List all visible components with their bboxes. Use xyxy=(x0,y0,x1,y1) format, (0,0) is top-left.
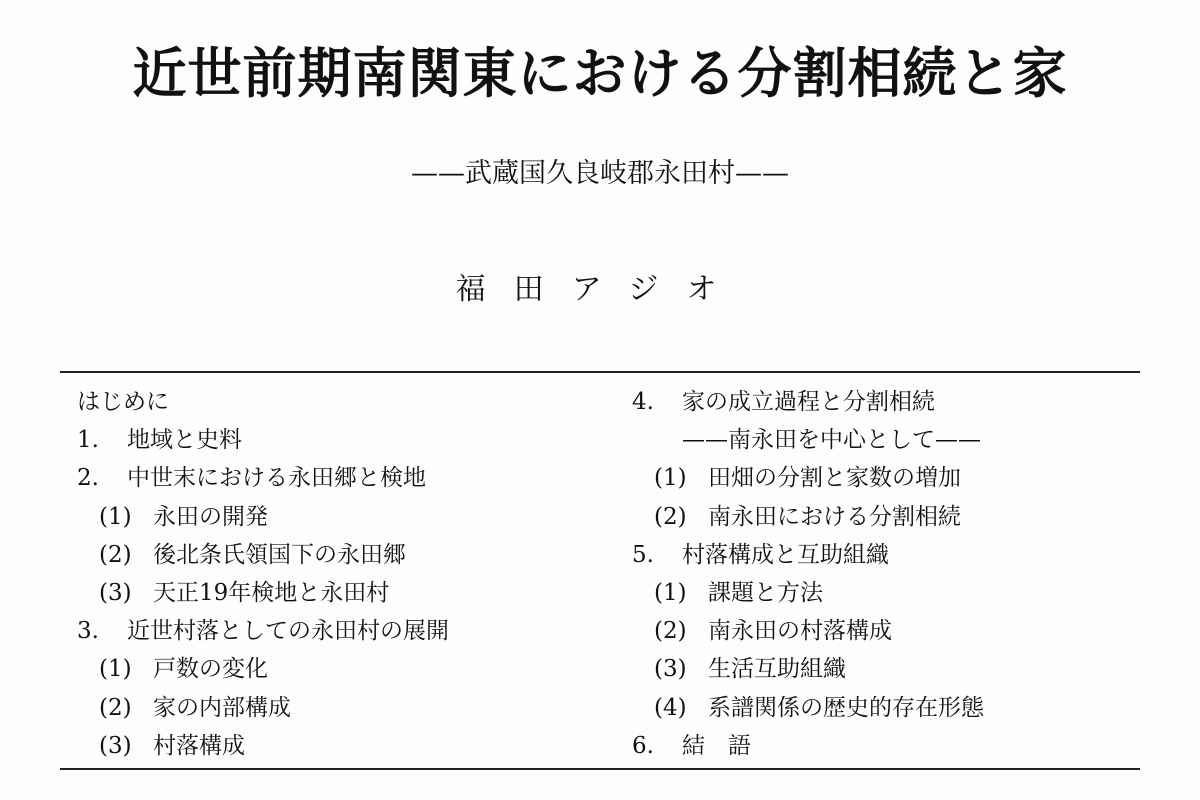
bottom-rule xyxy=(60,768,1140,770)
toc-left-column xyxy=(77,383,449,765)
toc-item-number: (3) xyxy=(99,732,132,759)
toc-item-number: (2) xyxy=(99,541,132,568)
toc-item-number: (3) xyxy=(654,656,687,683)
toc-item xyxy=(632,650,984,688)
toc-item-number: (2) xyxy=(654,503,687,530)
toc-item xyxy=(77,574,449,612)
toc-item-number: 5. xyxy=(632,541,654,568)
toc-item-number: (1) xyxy=(99,656,132,683)
toc-item-number: (2) xyxy=(654,618,687,645)
toc-item-text: 系譜関係の歴史的存在形態 xyxy=(708,694,984,721)
toc-item-text: 生活互助組織 xyxy=(708,656,846,683)
toc-item-text: 戸数の変化 xyxy=(153,656,268,683)
toc-item-text: 家の内部構成 xyxy=(153,694,291,721)
toc-item-text: 地域と史料 xyxy=(127,427,242,454)
toc-item-number: (1) xyxy=(654,465,687,492)
toc-right-column xyxy=(632,383,984,765)
toc-item xyxy=(632,383,984,421)
toc-item xyxy=(77,421,449,459)
toc-item-text: 南永田の村落構成 xyxy=(708,618,892,645)
toc-item xyxy=(632,498,984,536)
toc-item-number: 6. xyxy=(632,732,654,759)
toc-item xyxy=(632,612,984,650)
toc-item xyxy=(632,727,984,765)
toc-item xyxy=(77,536,449,574)
author-name: 福田アジオ xyxy=(455,272,745,307)
toc-item xyxy=(632,459,984,497)
toc-item-number: (4) xyxy=(654,694,687,721)
toc-item-text: 永田の開発 xyxy=(153,503,268,530)
article-subtitle: ——武蔵国久良岐郡永田村—— xyxy=(411,158,789,189)
toc-item-text: 南永田における分割相続 xyxy=(708,503,961,530)
toc-item-text: はじめに xyxy=(77,389,169,415)
toc-item-text: 結 語 xyxy=(682,732,751,759)
toc-item-number: 2. xyxy=(77,465,99,492)
toc-item-text: 近世村落としての永田村の展開 xyxy=(127,618,449,645)
toc-item-number: (2) xyxy=(99,694,132,721)
toc-item-text: 家の成立過程と分割相続 xyxy=(682,389,935,415)
toc-item xyxy=(77,650,449,688)
toc-item-text: ——南永田を中心として—— xyxy=(682,427,981,454)
toc-item-text: 中世末における永田郷と検地 xyxy=(127,465,426,492)
top-rule xyxy=(60,371,1140,373)
toc-item-text: 村落構成と互助組織 xyxy=(682,541,889,568)
toc-item xyxy=(632,574,984,612)
toc-item-number: (3) xyxy=(99,579,132,606)
toc-item-subheading xyxy=(632,421,984,459)
toc-item xyxy=(77,689,449,727)
toc-item-number: 1. xyxy=(77,427,99,454)
toc-item xyxy=(632,689,984,727)
toc-item xyxy=(77,498,449,536)
toc-item xyxy=(77,459,449,497)
toc-item-number: (1) xyxy=(99,503,132,530)
toc-item xyxy=(632,536,984,574)
toc-item-text: 田畑の分割と家数の増加 xyxy=(708,465,961,492)
toc-item-number: 4. xyxy=(632,389,654,415)
toc-item xyxy=(77,727,449,765)
toc-item xyxy=(77,383,449,421)
toc-item-text: 課題と方法 xyxy=(708,579,823,606)
toc-item-number: (1) xyxy=(654,579,687,606)
toc-item-number: 3. xyxy=(77,618,99,645)
toc-item-text: 後北条氏領国下の永田郷 xyxy=(153,541,406,568)
article-title: 近世前期南関東における分割相続と家 xyxy=(132,41,1068,105)
toc-item-text: 村落構成 xyxy=(153,732,245,759)
toc-item xyxy=(77,612,449,650)
toc-item-text: 天正19年検地と永田村 xyxy=(153,579,390,606)
